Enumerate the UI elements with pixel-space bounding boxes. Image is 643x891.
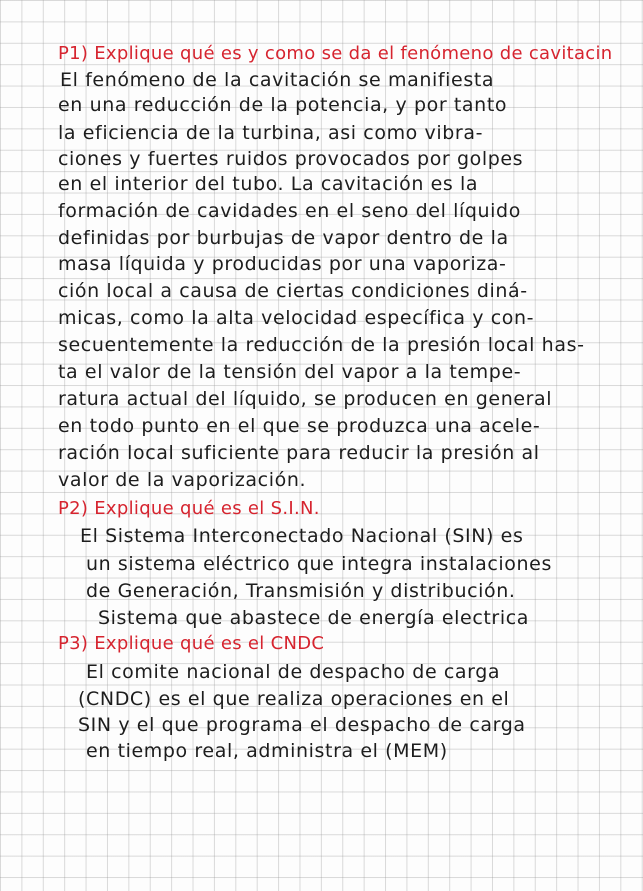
answer-2-line-4: Sistema que abastece de energía electrica: [98, 607, 530, 629]
answer-1-line-1: El fenómeno de la cavitación se manifiesta: [60, 69, 495, 91]
answer-1-line-8: masa líquida y producidas por una vaporiza-: [58, 253, 507, 275]
question-1-title: P1) Explique qué es y como se da el fenómeno de cavitacin: [58, 43, 613, 64]
answer-2-line-3: de Generación, Transmisión y distribución.: [86, 580, 516, 602]
answer-1-line-12: ta el valor de la tensión del vapor a la tempe-: [58, 361, 522, 383]
answer-3-line-3: SIN y el que programa el despacho de carga: [78, 714, 526, 736]
answer-1-line-11: secuentemente la reducción de la presión local has-: [58, 334, 585, 356]
answer-1-line-10: micas, como la alta velocidad específica y con-: [58, 307, 535, 329]
answer-1-line-16: valor de la vaporización.: [58, 469, 307, 491]
answer-2-line-1: El Sistema Interconectado Nacional (SIN) es: [80, 525, 524, 547]
answer-1-line-9: ción local a causa de ciertas condiciones diná-: [58, 280, 528, 302]
answer-2-line-2: un sistema eléctrico que integra instalaciones: [86, 553, 552, 575]
question-2-title: P2) Explique qué es el S.I.N.: [58, 498, 320, 519]
answer-3-line-1: El comite nacional de despacho de carga: [86, 661, 501, 683]
answer-1-line-6: formación de cavidades en el seno del líquido: [58, 200, 521, 222]
answer-3-line-4: en tiempo real, administra el (MEM): [86, 740, 448, 762]
question-3-title: P3) Explique qué es el CNDC: [58, 633, 325, 654]
answer-1-line-2: en una reducción de la potencia, y por tanto: [58, 94, 508, 116]
answer-1-line-15: ración local suficiente para reducir la presión al: [58, 442, 540, 464]
answer-1-line-14: en todo punto en el que se produzca una acele-: [58, 415, 541, 437]
answer-1-line-4: ciones y fuertes ruidos provocados por golpes: [58, 148, 524, 170]
answer-1-line-3: la eficiencia de la turbina, asi como vibra-: [58, 122, 484, 144]
answer-1-line-13: ratura actual del líquido, se producen en general: [58, 388, 553, 410]
answer-3-line-2: (CNDC) es el que realiza operaciones en el: [78, 688, 510, 710]
answer-1-line-7: definidas por burbujas de vapor dentro de la: [58, 227, 509, 249]
answer-1-line-5: en el interior del tubo. La cavitación es la: [58, 173, 479, 195]
